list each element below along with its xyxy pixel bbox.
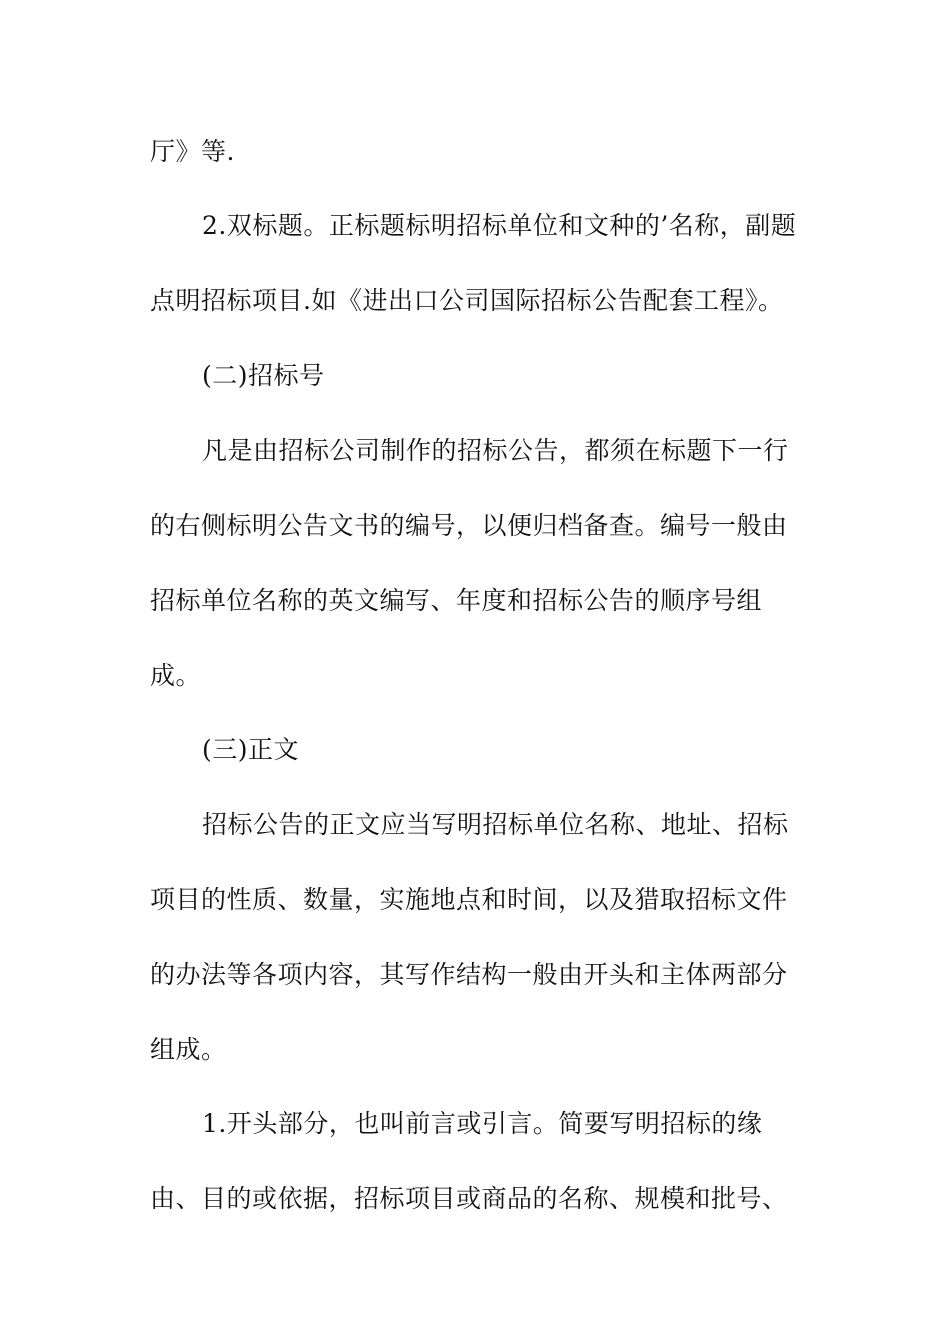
text-line: 招标单位名称的英文编写、年度和招标公告的顺序号组 [150,586,763,615]
text-line: 由、目的或依据，招标项目或商品的名称、规模和批号、 [150,1184,788,1213]
text-line: 组成。 [150,1035,227,1064]
section-heading: (三)正文 [202,735,300,764]
text-line: 厅》等. [150,137,235,166]
text-line: 凡是由招标公司制作的招标公告，都须在标题下一行 [202,436,789,465]
text-line: 的办法等各项内容，其写作结构一般由开头和主体两部分 [150,960,788,989]
text-line: 的右侧标明公告文书的编号，以便归档备查。编号一般由 [150,511,788,540]
text-line: 点明招标项目.如《进出口公司国际招标公告配套工程》。 [150,286,784,315]
section-heading: (二)招标号 [202,361,325,390]
text-line: 2.双标题。正标题标明招标单位和文种的’名称，副题 [202,211,797,240]
text-line: 项目的性质、数量，实施地点和时间，以及猎取招标文件 [150,885,788,914]
text-line: 1.开头部分，也叫前言或引言。简要写明招标的缘 [202,1109,763,1138]
text-line: 成。 [150,661,202,690]
text-line: 招标公告的正文应当写明招标单位名称、地址、招标 [202,810,789,839]
